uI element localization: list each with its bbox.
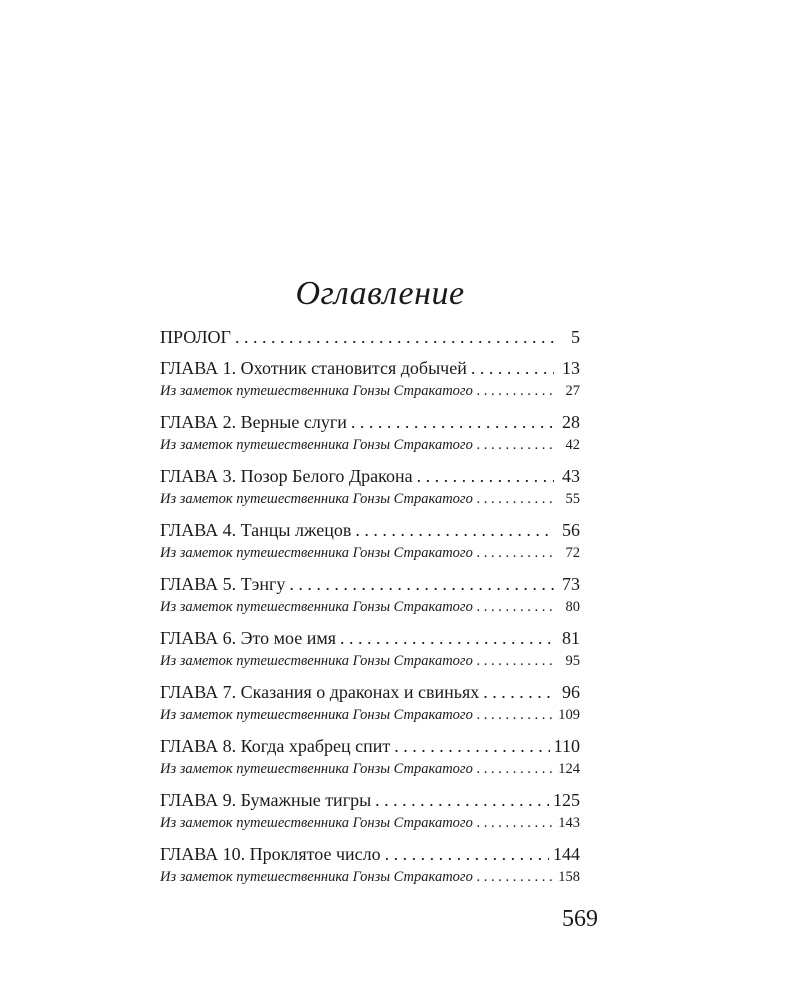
dot-leader <box>235 326 554 348</box>
dot-leader <box>477 704 554 726</box>
toc-entry-page: 144 <box>553 844 580 864</box>
toc-entry-page: 55 <box>565 491 580 507</box>
dot-leader <box>477 488 554 510</box>
toc-chapter-entry <box>160 627 580 649</box>
toc-entry-page: 73 <box>562 574 580 594</box>
toc-entry-title: ГЛАВА 10. Проклятое число <box>160 844 381 864</box>
toc-entry-page: 80 <box>565 599 580 615</box>
toc-entry-title: ПРОЛОГ <box>160 327 231 347</box>
toc-entry-title: ГЛАВА 5. Тэнгу <box>160 574 286 594</box>
toc-notes-entry <box>160 542 580 564</box>
toc-entry-title: ГЛАВА 8. Когда храбрец спит <box>160 736 391 756</box>
toc-chapter-entry <box>160 465 580 487</box>
page-title: Оглавление <box>295 275 465 312</box>
toc-chapter-entry <box>160 735 580 757</box>
toc-entry-title: ГЛАВА 3. Позор Белого Дракона <box>160 466 413 486</box>
toc-entry-title: Из заметок путешественника Гонзы Стракатого <box>160 869 473 885</box>
dot-leader <box>483 681 554 703</box>
toc-entry-page: 81 <box>562 628 580 648</box>
toc-entry-title: Из заметок путешественника Гонзы Стракатого <box>160 815 473 831</box>
toc-entry-page: 96 <box>562 682 580 702</box>
toc-entry-title: Из заметок путешественника Гонзы Стракатого <box>160 707 473 723</box>
dot-leader <box>477 650 554 672</box>
toc-notes-entry <box>160 434 580 456</box>
toc-entry-title: Из заметок путешественника Гонзы Стракатого <box>160 383 473 399</box>
toc-entry-title: Из заметок путешественника Гонзы Стракатого <box>160 545 473 561</box>
toc-notes-entry <box>160 866 580 888</box>
toc-notes-entry <box>160 380 580 402</box>
toc-chapter-entry <box>160 789 580 811</box>
dot-leader <box>340 627 554 649</box>
toc-chapter-entry <box>160 411 580 433</box>
dot-leader <box>375 789 549 811</box>
toc-chapter-entry <box>160 843 580 865</box>
toc-entry-page: 56 <box>562 520 580 540</box>
dot-leader <box>477 812 554 834</box>
toc-entry-page: 95 <box>565 653 580 669</box>
toc-entry-title: ГЛАВА 4. Танцы лжецов <box>160 520 352 540</box>
table-of-contents <box>160 326 580 888</box>
toc-entry-title: Из заметок путешественника Гонзы Стракатого <box>160 437 473 453</box>
toc-notes-entry <box>160 596 580 618</box>
toc-entry-page: 28 <box>562 412 580 432</box>
dot-leader <box>351 411 554 433</box>
toc-entry-page: 43 <box>562 466 580 486</box>
page-number: 569 <box>562 906 598 932</box>
toc-entry-title: Из заметок путешественника Гонзы Стракатого <box>160 491 473 507</box>
dot-leader <box>355 519 554 541</box>
toc-entry-title: ГЛАВА 6. Это мое имя <box>160 628 337 648</box>
toc-notes-entry <box>160 650 580 672</box>
toc-entry-page: 72 <box>565 545 580 561</box>
toc-chapter-entry <box>160 681 580 703</box>
toc-entry-page: 110 <box>553 736 580 756</box>
dot-leader <box>477 434 554 456</box>
toc-notes-entry <box>160 812 580 834</box>
toc-entry-page: 13 <box>562 358 580 378</box>
dot-leader <box>289 573 554 595</box>
toc-notes-entry <box>160 488 580 510</box>
toc-entry-page: 42 <box>565 437 580 453</box>
toc-chapter-entry <box>160 326 580 348</box>
dot-leader <box>477 596 554 618</box>
dot-leader <box>417 465 554 487</box>
dot-leader <box>471 357 554 379</box>
dot-leader <box>385 843 549 865</box>
toc-chapter-entry <box>160 573 580 595</box>
dot-leader <box>477 542 554 564</box>
toc-entry-title: ГЛАВА 2. Верные слуги <box>160 412 347 432</box>
toc-entry-title: ГЛАВА 7. Сказания о драконах и свиньях <box>160 682 480 702</box>
toc-entry-title: ГЛАВА 1. Охотник становится добычей <box>160 358 467 378</box>
dot-leader <box>477 866 554 888</box>
toc-entry-title: Из заметок путешественника Гонзы Стракатого <box>160 761 473 777</box>
toc-entry-page: 109 <box>558 707 580 723</box>
toc-chapter-entry <box>160 357 580 379</box>
toc-entry-title: ГЛАВА 9. Бумажные тигры <box>160 790 372 810</box>
toc-entry-page: 124 <box>558 761 580 777</box>
toc-notes-entry <box>160 758 580 780</box>
toc-entry-title: Из заметок путешественника Гонзы Стракатого <box>160 653 473 669</box>
toc-entry-page: 27 <box>565 383 580 399</box>
toc-entry-page: 5 <box>571 327 580 347</box>
toc-entry-page: 143 <box>558 815 580 831</box>
toc-entry-page: 125 <box>553 790 580 810</box>
toc-chapter-entry <box>160 519 580 541</box>
toc-entry-page: 158 <box>558 869 580 885</box>
dot-leader <box>477 758 554 780</box>
dot-leader <box>394 735 549 757</box>
toc-entry-title: Из заметок путешественника Гонзы Стракатого <box>160 599 473 615</box>
dot-leader <box>477 380 554 402</box>
toc-notes-entry <box>160 704 580 726</box>
